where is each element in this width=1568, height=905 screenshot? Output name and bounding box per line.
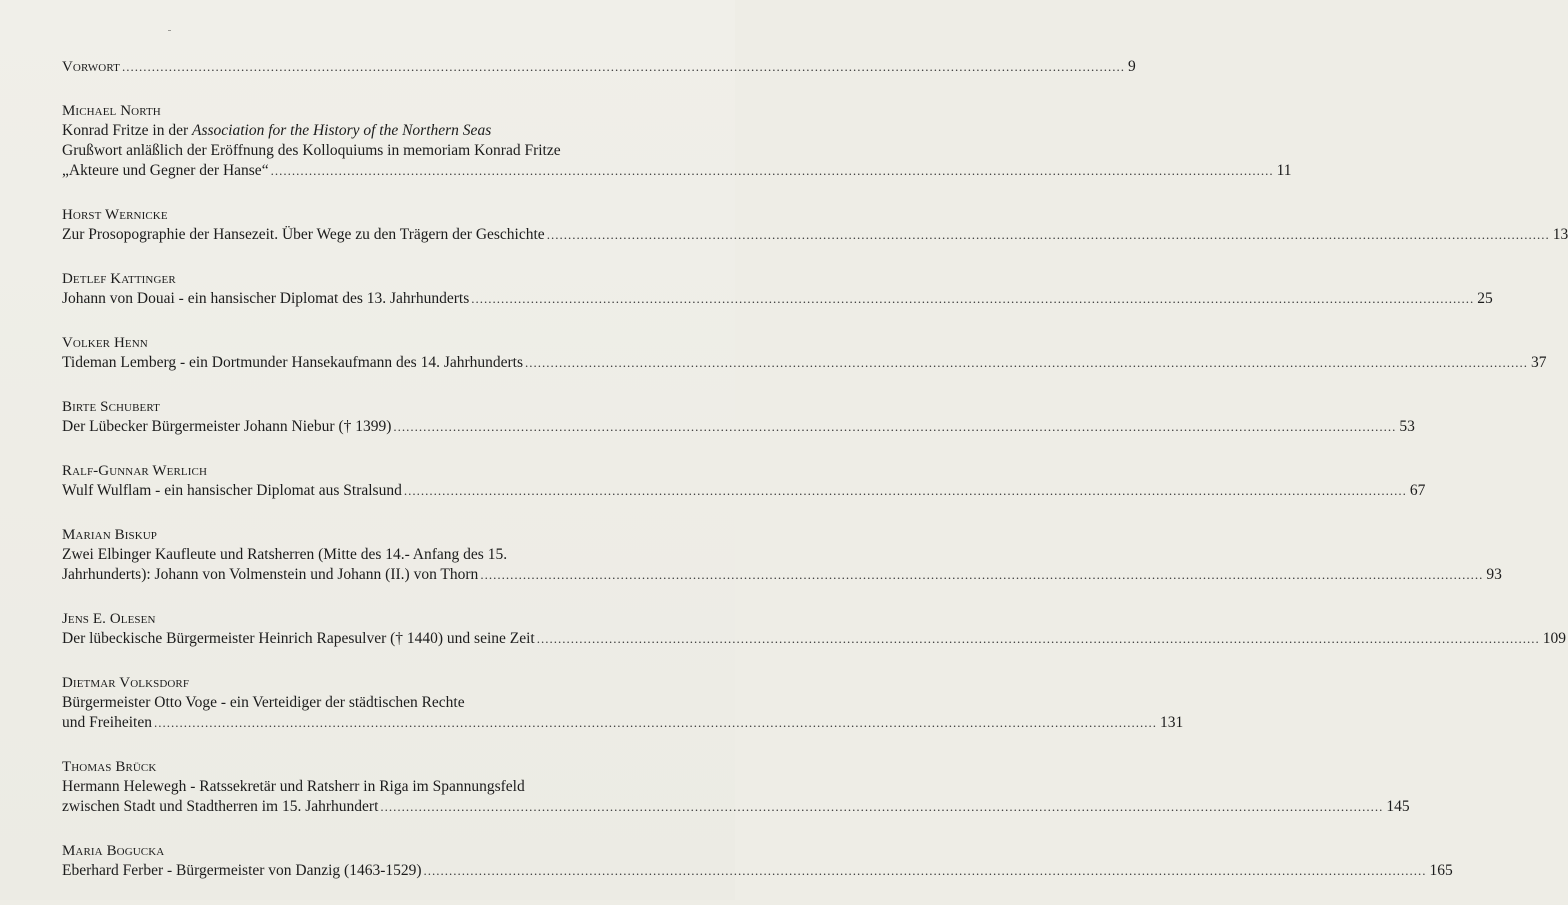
page-number: 93 (1486, 566, 1502, 583)
page-number: 145 (1386, 798, 1410, 815)
toc-entry (62, 841, 1453, 881)
toc-line (62, 797, 1410, 817)
entry-author: Maria Bogucka (62, 843, 165, 859)
toc-entry (62, 333, 1547, 373)
leader-dots (271, 161, 1274, 181)
toc-entry (62, 757, 1410, 817)
entry-author: Birte Schubert (62, 399, 160, 415)
toc-line (62, 417, 1415, 437)
leader-dots (480, 565, 1483, 585)
entry-title-final: Jahrhunderts): Johann von Volmenstein und Johann (II.) von Thorn (62, 566, 479, 583)
leader-dots (122, 57, 1125, 77)
toc-entries (62, 101, 1568, 881)
page-number: 53 (1399, 418, 1415, 435)
page-number: 13 (1552, 226, 1568, 243)
toc-entry (62, 205, 1568, 245)
toc-line (62, 481, 1426, 501)
leader-dots (537, 629, 1540, 649)
entry-title-final: Johann von Douai - ein hansischer Diplomat des 13. Jahrhunderts (62, 290, 470, 307)
toc-line (62, 713, 1184, 733)
entry-author: Horst Wernicke (62, 207, 168, 223)
toc-entry (62, 269, 1493, 309)
leader-dots (404, 481, 1407, 501)
page-number: 9 (1127, 58, 1136, 75)
leader-dots (380, 797, 1383, 817)
toc-line (62, 353, 1547, 373)
toc-entry (62, 101, 1292, 181)
leader-dots (471, 289, 1474, 309)
toc-line (62, 225, 1568, 245)
title-text: Konrad Fritze in der (62, 122, 192, 139)
toc-line (62, 861, 1453, 881)
leader-dots (547, 225, 1550, 245)
toc-line (62, 289, 1493, 309)
toc-entry (62, 397, 1415, 437)
entry-title-final: zwischen Stadt und Stadtherren im 15. Jahrhundert (62, 798, 379, 815)
page-number: 11 (1276, 162, 1292, 179)
title-italic-text: Association for the History of the Northern Seas (192, 122, 492, 139)
entry-author: Volker Henn (62, 335, 148, 351)
entry-author: Marian Biskup (62, 527, 158, 543)
entry-author: Detlef Kattinger (62, 271, 176, 287)
entry-title-final: Eberhard Ferber - Bürgermeister von Danzig (1463-1529) (62, 862, 422, 879)
entry-title-final: Tideman Lemberg - ein Dortmunder Hansekaufmann des 14. Jahrhunderts (62, 354, 524, 371)
scan-mark (168, 30, 171, 31)
page-number: 131 (1159, 714, 1184, 731)
entry-author: Dietmar Volksdorf (62, 675, 190, 691)
leader-dots (154, 713, 1157, 733)
page-number: 37 (1531, 354, 1547, 371)
toc-line (62, 629, 1566, 649)
page-number: 25 (1477, 290, 1493, 307)
page-number: 109 (1542, 630, 1566, 647)
toc-entry (62, 609, 1566, 649)
entry-title-line: Zwei Elbinger Kaufleute und Ratsherren (Mitte des 14.- Anfang des 15. (62, 546, 508, 563)
entry-author: Michael North (62, 103, 161, 119)
page-number: 67 (1409, 482, 1426, 499)
entry-title-line (62, 121, 652, 141)
toc-line (62, 161, 1292, 181)
page-number: 165 (1429, 862, 1453, 879)
entry-title-line: Grußwort anläßlich der Eröffnung des Kolloquiums in memoriam Konrad Fritze (62, 142, 561, 159)
table-of-contents (62, 57, 1568, 905)
entry-author: Ralf-Gunnar Werlich (62, 463, 207, 479)
leader-dots (525, 353, 1528, 373)
toc-line (62, 565, 1502, 585)
entry-title-final: „Akteure und Gegner der Hanse“ (62, 162, 269, 179)
preface-label: Vorwort (62, 59, 120, 75)
entry-title-final: und Freiheiten (62, 714, 152, 731)
toc-line (62, 57, 1136, 77)
entry-title-line: Hermann Helewegh - Ratssekretär und Ratsherr in Riga im Spannungsfeld (62, 778, 525, 795)
toc-preface (62, 57, 1136, 77)
leader-dots (424, 861, 1427, 881)
toc-entry (62, 461, 1426, 501)
entry-title-line: Bürgermeister Otto Voge - ein Verteidiger der städtischen Rechte (62, 694, 465, 711)
leader-dots (393, 417, 1396, 437)
entry-author: Thomas Brück (62, 759, 157, 775)
entry-title-final: Wulf Wulflam - ein hansischer Diplomat aus Stralsund (62, 482, 402, 499)
toc-entry (62, 525, 1502, 585)
entry-title-final: Zur Prosopographie der Hansezeit. Über Wege zu den Trägern der Geschichte (62, 226, 545, 243)
entry-title-final: Der Lübecker Bürgermeister Johann Niebur († 1399) (62, 418, 392, 435)
entry-author: Jens E. Olesen (62, 611, 156, 627)
toc-entry (62, 673, 1184, 733)
entry-title-final: Der lübeckische Bürgermeister Heinrich Rapesulver († 1440) und seine Zeit (62, 630, 535, 647)
